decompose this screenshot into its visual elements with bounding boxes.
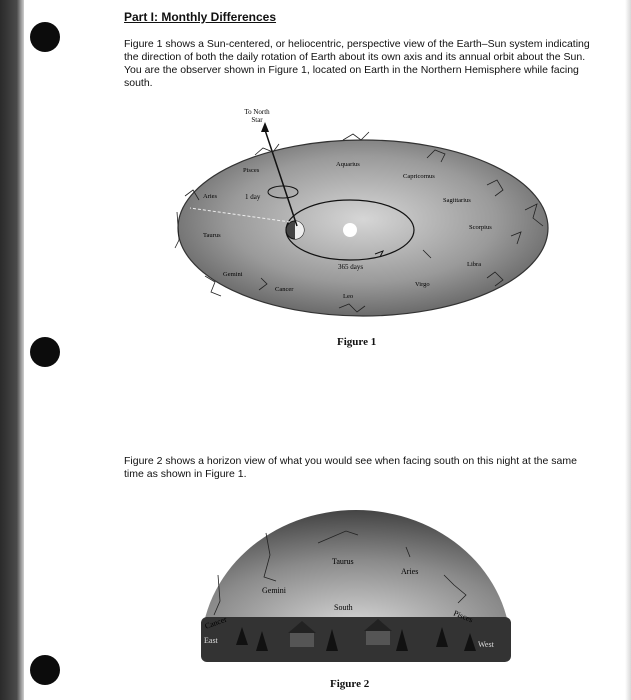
figure2-diagram: [196, 505, 516, 670]
constellation-label: Capricornus: [403, 173, 435, 180]
direction-west: West: [478, 640, 494, 649]
constellation-label: Libra: [467, 261, 482, 268]
year-label: 365 days: [338, 263, 364, 271]
constellation-label: Cancer: [203, 614, 228, 631]
constellation-label: Pisces: [452, 608, 475, 625]
figure2-description: Figure 2 shows a horizon view of what you would see when facing south on this night at the same time as shown in Figure 1.: [124, 455, 577, 480]
binder-hole: [30, 22, 60, 52]
day-label: 1 day: [245, 193, 261, 201]
constellation-label: Scorpius: [469, 224, 492, 231]
constellation-label: Aries: [203, 193, 218, 200]
figure1-caption: Figure 1: [337, 336, 377, 348]
figure2-caption: Figure 2: [330, 678, 370, 690]
binder-edge: [0, 0, 24, 700]
binder-hole: [30, 337, 60, 367]
constellation-label: Leo: [343, 293, 354, 300]
section-title: Part I: Monthly Differences: [124, 10, 277, 24]
sun: [343, 223, 357, 237]
constellation-label: Gemini: [262, 586, 286, 595]
north-star-label: To North: [244, 108, 270, 116]
constellation-label: Gemini: [223, 271, 243, 278]
constellation-label: Taurus: [203, 232, 221, 239]
direction-east: East: [204, 636, 218, 645]
figure1-diagram: [165, 100, 565, 330]
constellation-label: Aries: [401, 567, 419, 576]
direction-south: South: [334, 603, 353, 612]
ecliptic-plane: [178, 140, 548, 316]
constellation-label: Sagittarius: [443, 197, 471, 204]
binder-hole: [30, 655, 60, 685]
constellation-label: Pisces: [243, 167, 260, 174]
page-edge-shadow: [625, 0, 631, 700]
constellation-label: Taurus: [332, 557, 354, 566]
constellation-label: Virgo: [415, 281, 430, 288]
figure1-description: Figure 1 shows a Sun-centered, or heliocentric, perspective view of the Earth–Sun system indicating the direction of both the daily rotation of Earth about its own axis and its annual orbit about the Sun. You are the observer shown in Figure 1, located on Earth in the Northern Hemisphere while facing south.: [124, 38, 590, 89]
constellation-label: Cancer: [275, 286, 294, 293]
constellation-label: Aquarius: [336, 161, 360, 168]
north-star-label: Star: [251, 116, 263, 124]
